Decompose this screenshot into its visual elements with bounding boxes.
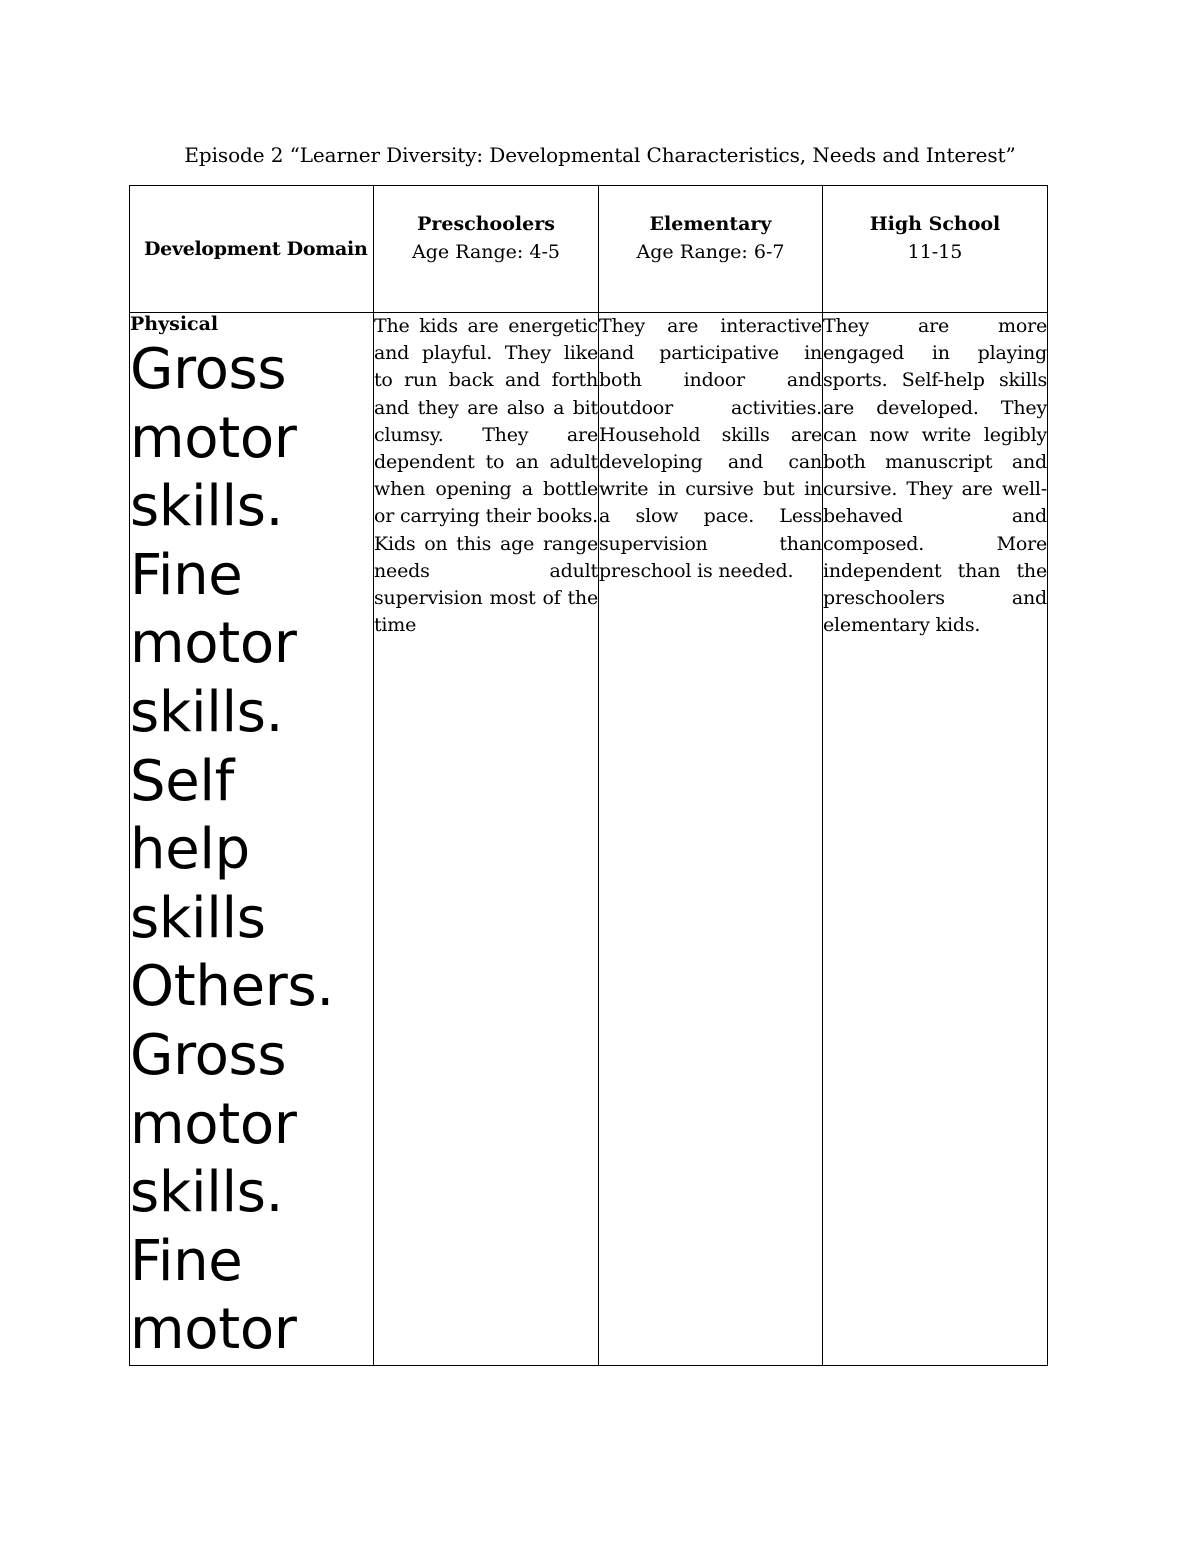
domain-detail: Gross motor skills. Fine motor skills. Self help skills Others. Gross motor skills. Fine motor (130, 337, 334, 1363)
high-school-description: They are more engaged in playing sports. Self-help skills are developed. They can now write legibly both manuscript and cursive. They are well-behaved and composed. More independent than the preschoolers and elementary kids. (823, 313, 1048, 1366)
preschoolers-description: The kids are energetic and playful. They like to run back and forth and they are also a bit clumsy. They are dependent to an adult when opening a bottle or carrying their books. Kids on this age range needs adult supervision most of the time (374, 313, 599, 1366)
domain-label: Physical (130, 313, 219, 335)
header-preschoolers-name: Preschoolers (417, 213, 555, 235)
header-preschoolers (374, 186, 599, 313)
elementary-description: They are interactive and participative in both indoor and outdoor activities. Household skills are developing and can write in cursive but in a slow pace. Less supervision than preschool is needed. (599, 313, 823, 1366)
header-elementary-range: Age Range: 6-7 (636, 241, 785, 263)
header-elementary-name: Elementary (649, 213, 772, 235)
table-row (130, 313, 1048, 1366)
header-development-domain: Development Domain (130, 186, 374, 313)
domain-cell-physical (130, 313, 374, 1366)
header-high-school-name: High School (869, 213, 1001, 235)
header-high-school-range: 11-15 (907, 241, 963, 263)
header-preschoolers-range: Age Range: 4-5 (412, 241, 560, 263)
header-high-school (823, 186, 1048, 313)
header-row (130, 186, 1048, 313)
header-elementary (599, 186, 823, 313)
document-title: Episode 2 “Learner Diversity: Developmental Characteristics, Needs and Interest” (184, 143, 1016, 167)
development-table (129, 185, 1048, 1366)
